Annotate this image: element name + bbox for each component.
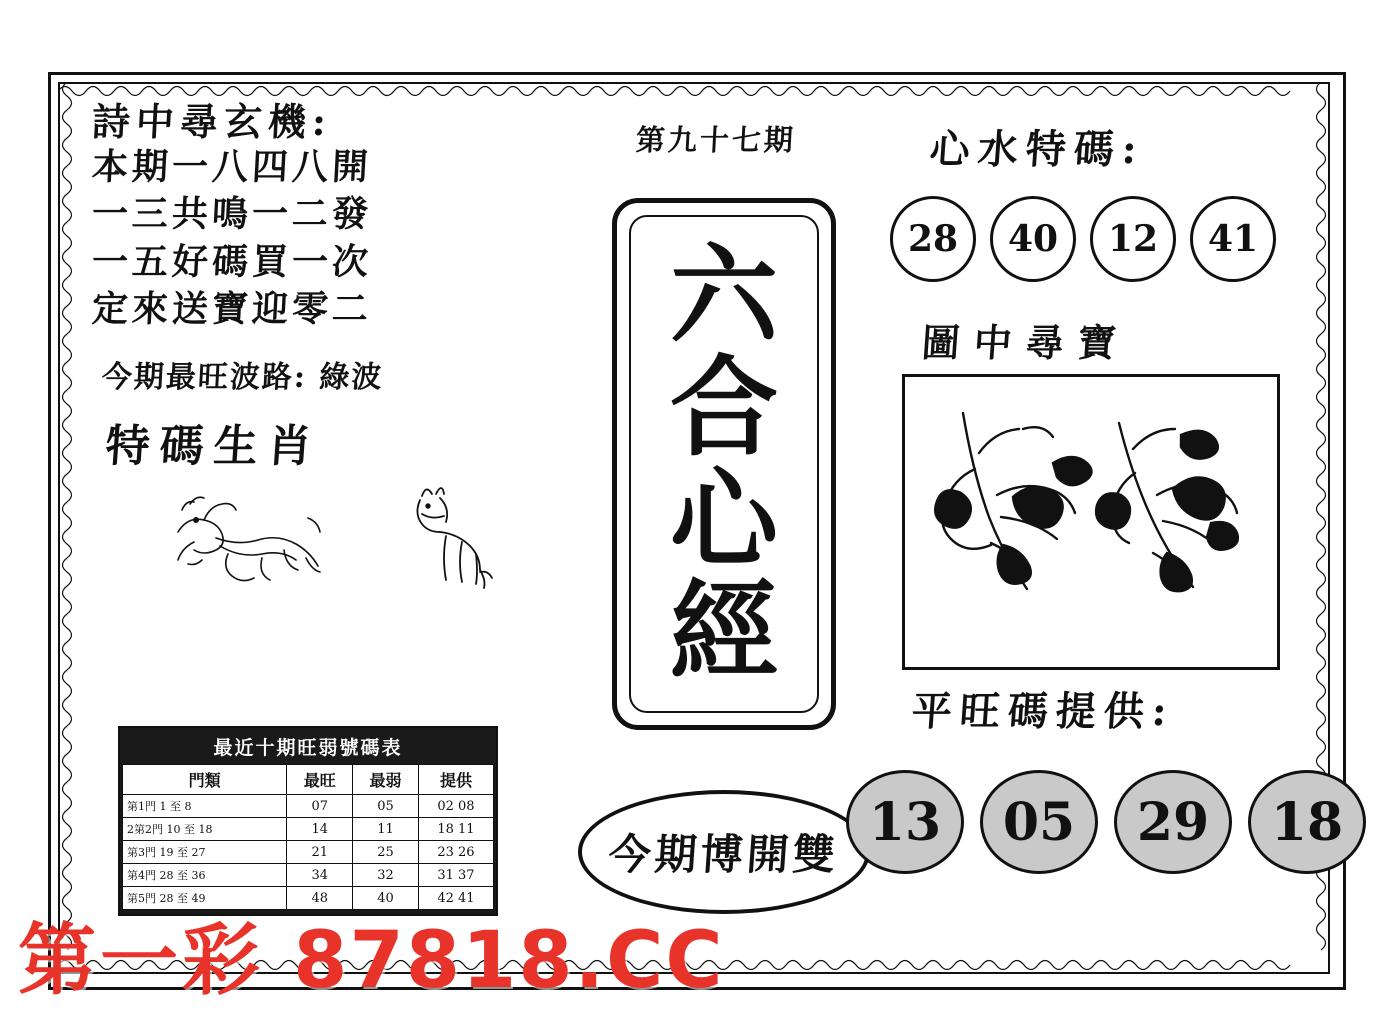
- poem-line-2: 一三共鳴一二發: [90, 193, 374, 236]
- table-cell-label: 第1門 1 至 8: [123, 795, 287, 818]
- logo-char-1: 六: [669, 232, 778, 359]
- hot-cold-table: [122, 764, 494, 910]
- xinshui-ball-1: 28: [890, 196, 976, 282]
- forecast-oval-text: 今期博開雙: [607, 830, 841, 879]
- table-cell-supply: 42 41: [418, 887, 493, 910]
- table-cell-hot: 34: [287, 864, 353, 887]
- table-row: [123, 841, 494, 864]
- watermark-site: 87818.CC: [293, 916, 725, 1006]
- table-header-cell-3: 提供: [418, 765, 493, 795]
- logo-char-4: 經: [669, 569, 778, 696]
- table-cell-supply: 02 08: [418, 795, 493, 818]
- table-cell-cold: 25: [353, 841, 419, 864]
- table-cell-cold: 05: [353, 795, 419, 818]
- pingwang-ball-1: 13: [846, 770, 964, 874]
- table-cell-label: 第5門 28 至 49: [123, 887, 287, 910]
- table-header-cell-0: 門類: [123, 765, 287, 795]
- table-cell-label: 第3門 19 至 27: [123, 841, 287, 864]
- best-wave-line: 今期最旺波路: 綠波: [100, 359, 385, 395]
- table-cell-cold: 11: [353, 818, 419, 841]
- forecast-oval: [578, 790, 870, 914]
- two-flowering-branches-illustration: [905, 377, 1271, 661]
- xinshui-number-row: [890, 196, 1276, 282]
- table-header-cell-2: 最弱: [353, 765, 419, 795]
- xinshui-title: 心水特碼:: [928, 126, 1147, 173]
- pingwang-ball-3: 29: [1114, 770, 1232, 874]
- logo-char-2: 合: [669, 344, 778, 471]
- poem-line-4: 定來送寶迎零二: [90, 288, 374, 331]
- table-cell-hot: 48: [287, 887, 353, 910]
- pingwang-number-row: [846, 770, 1366, 874]
- watermark-brand: 第一彩: [18, 916, 265, 1006]
- pingwang-ball-4: 18: [1248, 770, 1366, 874]
- zodiac-illustrations: [92, 480, 562, 610]
- table-cell-label: 第4門 28 至 36: [123, 864, 287, 887]
- poem-line-3: 一五好碼買一次: [90, 240, 374, 283]
- logo-plaque: [612, 198, 836, 730]
- zodiac-title: 特碼生肖: [103, 420, 324, 472]
- table-row: [123, 818, 494, 841]
- table-cell-supply: 31 37: [418, 864, 493, 887]
- horse-icon: [388, 480, 508, 610]
- table-header-row: [123, 765, 494, 795]
- poem-title: 詩中尋玄機:: [90, 99, 334, 144]
- table-row: [123, 864, 494, 887]
- xinshui-ball-2: 40: [990, 196, 1076, 282]
- issue-number: 第九十七期: [635, 123, 797, 157]
- dragon-icon: [158, 480, 328, 610]
- logo-char-3: 心: [669, 457, 778, 583]
- site-watermark: [18, 898, 725, 1010]
- table-cell-hot: 21: [287, 841, 353, 864]
- treasure-picture-box: [902, 374, 1280, 670]
- tuzhong-title: 圖中尋寶: [920, 320, 1132, 365]
- table-cell-cold: 40: [353, 887, 419, 910]
- table-row: [123, 795, 494, 818]
- table-cell-hot: 14: [287, 818, 353, 841]
- left-column: [92, 100, 562, 610]
- poem-line-1: 本期一八四八開: [90, 145, 374, 188]
- pingwang-title: 平旺碼提供:: [910, 688, 1177, 735]
- hot-cold-table-panel: [118, 726, 498, 916]
- xinshui-ball-3: 12: [1090, 196, 1176, 282]
- table-caption: 最近十期旺弱號碼表: [213, 737, 403, 759]
- logo-plaque-inner: [629, 215, 819, 713]
- table-cell-hot: 07: [287, 795, 353, 818]
- xinshui-ball-4: 41: [1190, 196, 1276, 282]
- table-cell-label: 2第2門 10 至 18: [123, 818, 287, 841]
- table-header-cell-1: 最旺: [287, 765, 353, 795]
- pingwang-ball-2: 05: [980, 770, 1098, 874]
- table-cell-supply: 23 26: [418, 841, 493, 864]
- table-cell-cold: 32: [353, 864, 419, 887]
- table-cell-supply: 18 11: [418, 818, 493, 841]
